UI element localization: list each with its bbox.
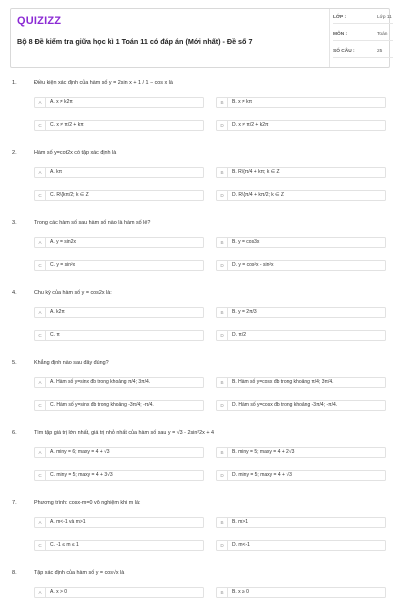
option-c[interactable]	[34, 260, 204, 271]
option-d[interactable]	[216, 540, 386, 551]
count-line	[333, 57, 393, 58]
option-text: B. Hàm số y=cosx đb trong khoảng π/4; 3π/4.	[232, 379, 334, 385]
question-number: 4.	[12, 290, 17, 296]
question-number: 7.	[12, 500, 17, 506]
option-text: C. y = sin²x	[50, 262, 76, 268]
option-c[interactable]	[34, 120, 204, 131]
class-row	[333, 15, 393, 27]
option-text: B. miny = 5; maxy = 4 + 2√3	[232, 449, 295, 455]
option-a[interactable]	[34, 587, 204, 598]
option-c[interactable]	[34, 400, 204, 411]
question-text: Trong các hàm số sau hàm số nào là hàm số lẻ?	[34, 220, 151, 226]
question-text: Khẳng định nào sau đây đúng?	[34, 360, 109, 366]
option-b[interactable]	[216, 447, 386, 458]
question-number: 5.	[12, 360, 17, 366]
option-text: A. m<-1 và m>1	[50, 519, 86, 525]
option-text: B. R\{π/4 + kπ; k ∈ Z	[232, 169, 280, 175]
option-letter: C	[35, 121, 46, 130]
option-letter: D	[217, 471, 228, 480]
option-d[interactable]	[216, 330, 386, 341]
option-b[interactable]	[216, 237, 386, 248]
option-text: B. y = cos3x	[232, 239, 260, 245]
option-c[interactable]	[34, 330, 204, 341]
option-letter: D	[217, 331, 228, 340]
option-a[interactable]	[34, 307, 204, 318]
option-text: D. m<-1	[232, 542, 250, 548]
subject-label: MÔN :	[333, 32, 348, 37]
option-text: C. π	[50, 332, 60, 338]
question-text: Hàm số y=cot2x có tập xác định là	[34, 150, 117, 156]
option-text: C. -1 ≤ m ≤ 1	[50, 542, 79, 548]
option-letter: B	[217, 518, 228, 527]
option-text: A. Hàm số y=sinx đb trong khoảng π/4; 3π/4.	[50, 379, 151, 385]
option-text: C. miny = 5; maxy = 4 + 3√3	[50, 472, 113, 478]
option-text: C. x ≠ π/2 + kπ	[50, 122, 84, 128]
option-b[interactable]	[216, 97, 386, 108]
option-d[interactable]	[216, 260, 386, 271]
question-text: Điều kiện xác định của hàm số y = 2sin x + 1 / 1 − cos x là	[34, 80, 173, 86]
subject-line	[333, 40, 393, 41]
question-text: Phương trình: cosx-m=0 vô nghiệm khi m là:	[34, 500, 141, 506]
option-text: B. m>1	[232, 519, 248, 525]
option-c[interactable]	[34, 540, 204, 551]
option-b[interactable]	[216, 307, 386, 318]
option-letter: B	[217, 308, 228, 317]
option-text: D. Hàm số y=cosx đb trong khoảng -3π/4; -π/4.	[232, 402, 338, 408]
option-letter: A	[35, 448, 46, 457]
option-a[interactable]	[34, 377, 204, 388]
option-text: A. kπ	[50, 169, 63, 175]
option-letter: C	[35, 401, 46, 410]
option-a[interactable]	[34, 447, 204, 458]
option-letter: A	[35, 238, 46, 247]
subject-row	[333, 32, 393, 44]
question-number: 2.	[12, 150, 17, 156]
option-a[interactable]	[34, 237, 204, 248]
option-text: B. x ≥ 0	[232, 589, 249, 595]
option-letter: D	[217, 401, 228, 410]
option-b[interactable]	[216, 377, 386, 388]
option-letter: C	[35, 331, 46, 340]
option-letter: C	[35, 191, 46, 200]
question-text: Chu kỳ của hàm số y = cos2x là:	[34, 290, 112, 296]
option-letter: A	[35, 98, 46, 107]
option-b[interactable]	[216, 167, 386, 178]
option-text: A. k2π	[50, 309, 65, 315]
option-letter: D	[217, 121, 228, 130]
option-letter: B	[217, 168, 228, 177]
option-letter: A	[35, 168, 46, 177]
option-letter: B	[217, 98, 228, 107]
option-text: D. x ≠ π/2 + k2π	[232, 122, 269, 128]
option-text: D. y = cos²x - sin²x	[232, 262, 274, 268]
option-letter: B	[217, 588, 228, 597]
option-text: D. R\{π/4 + kπ/2; k ∈ Z	[232, 192, 284, 198]
count-value: 25	[377, 49, 383, 54]
option-c[interactable]	[34, 190, 204, 201]
question-number: 8.	[12, 570, 17, 576]
class-line	[333, 23, 393, 24]
question-number: 3.	[12, 220, 17, 226]
question-text: Tập xác định của hàm số y = cos√x là	[34, 570, 125, 576]
class-value: Lớp 11	[377, 15, 392, 20]
option-letter: A	[35, 588, 46, 597]
subject-value: Toán	[377, 32, 388, 37]
option-text: A. x ≠ k2π	[50, 99, 73, 105]
option-letter: B	[217, 238, 228, 247]
worksheet-title: Bộ 8 Đề kiểm tra giữa học kì 1 Toán 11 có đáp án (Mới nhất) - Đề số 7	[17, 37, 253, 46]
option-letter: A	[35, 308, 46, 317]
option-text: B. x ≠ kπ	[232, 99, 253, 105]
option-text: D. miny = 5; maxy = 4 + √3	[232, 472, 292, 478]
option-text: C. R\{kπ/2; k ∈ Z	[50, 192, 89, 198]
option-text: A. x > 0	[50, 589, 68, 595]
quizizz-logo: QUIZIZZ	[17, 15, 62, 27]
option-d[interactable]	[216, 120, 386, 131]
option-b[interactable]	[216, 587, 386, 598]
option-text: C. Hàm số y=sinx đb trong khoảng -3π/4; -π/4.	[50, 402, 154, 408]
option-d[interactable]	[216, 470, 386, 481]
option-letter: D	[217, 191, 228, 200]
option-letter: B	[217, 448, 228, 457]
option-letter: C	[35, 261, 46, 270]
option-b[interactable]	[216, 517, 386, 528]
option-a[interactable]	[34, 167, 204, 178]
count-row	[333, 49, 393, 61]
option-a[interactable]	[34, 97, 204, 108]
option-letter: C	[35, 541, 46, 550]
option-letter: A	[35, 518, 46, 527]
worksheet-header	[10, 8, 390, 68]
option-d[interactable]	[216, 190, 386, 201]
option-text: B. y = 2π/3	[232, 309, 257, 315]
option-letter: C	[35, 471, 46, 480]
option-text: A. y = sin2x	[50, 239, 76, 245]
option-letter: A	[35, 378, 46, 387]
option-text: A. miny = 6; maxy = 4 + √3	[50, 449, 110, 455]
question-number: 1.	[12, 80, 17, 86]
option-a[interactable]	[34, 517, 204, 528]
option-d[interactable]	[216, 400, 386, 411]
meta-divider	[329, 9, 330, 67]
class-label: LỚP :	[333, 15, 347, 20]
option-letter: D	[217, 261, 228, 270]
question-text: Tìm tập giá trị lớn nhất, giá trị nhỏ nhất của hàm số sau y = √3 - 2sin²2x + 4	[34, 430, 214, 436]
option-c[interactable]	[34, 470, 204, 481]
option-letter: B	[217, 378, 228, 387]
option-letter: D	[217, 541, 228, 550]
count-label: SỐ CÂU :	[333, 49, 355, 54]
option-text: D. π/2	[232, 332, 247, 338]
question-number: 6.	[12, 430, 17, 436]
